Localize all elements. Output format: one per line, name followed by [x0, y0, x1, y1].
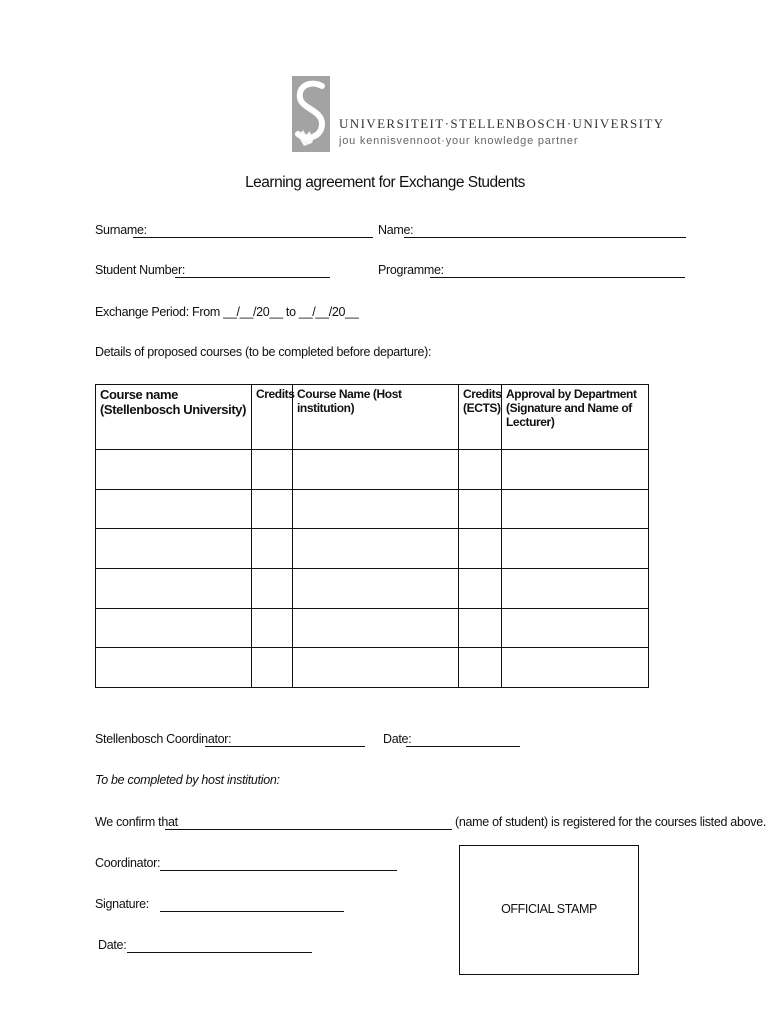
table-cell[interactable]: [293, 648, 459, 688]
host-date-label: Date:: [98, 938, 127, 952]
table-cell[interactable]: [252, 648, 293, 688]
table-row: [96, 568, 649, 608]
surname-field[interactable]: [133, 237, 373, 238]
courses-table: [95, 384, 649, 688]
table-cell[interactable]: [293, 529, 459, 569]
table-row: [96, 648, 649, 688]
table-cell[interactable]: [96, 608, 252, 648]
column-header-course-host: Course Name (Host institution): [293, 385, 459, 450]
host-institution-heading: To be completed by host institution:: [95, 773, 280, 787]
table-cell[interactable]: [252, 529, 293, 569]
exchange-period-field[interactable]: Exchange Period: From __/__/20__ to __/__/20__: [95, 305, 359, 319]
logo-s-emblem-icon: [292, 76, 330, 152]
stellenbosch-coordinator-label: Stellenbosch Coordinator:: [95, 732, 232, 746]
table-cell[interactable]: [293, 608, 459, 648]
name-field[interactable]: [404, 237, 686, 238]
host-coordinator-label: Coordinator:: [95, 856, 161, 870]
signature-label: Signature:: [95, 897, 149, 911]
name-label: Name:: [378, 223, 414, 237]
table-cell[interactable]: [96, 450, 252, 490]
table-row: [96, 489, 649, 529]
table-cell[interactable]: [96, 648, 252, 688]
table-cell[interactable]: [293, 568, 459, 608]
table-cell[interactable]: [252, 568, 293, 608]
table-row: [96, 529, 649, 569]
programme-label: Programme:: [378, 263, 444, 277]
table-cell[interactable]: [502, 568, 649, 608]
stellenbosch-coordinator-field[interactable]: [205, 746, 365, 747]
details-instruction: Details of proposed courses (to be completed before departure):: [95, 345, 432, 359]
university-name: UNIVERSITEIT·STELLENBOSCH·UNIVERSITY: [339, 116, 665, 131]
table-cell[interactable]: [459, 568, 502, 608]
table-cell[interactable]: [459, 450, 502, 490]
table-cell[interactable]: [502, 450, 649, 490]
official-stamp-box: [459, 845, 639, 975]
official-stamp-label: OFFICIAL STAMP: [501, 902, 597, 916]
student-name-field[interactable]: [165, 829, 452, 830]
table-cell[interactable]: [252, 450, 293, 490]
table-row: [96, 450, 649, 490]
table-cell[interactable]: [459, 648, 502, 688]
signature-field[interactable]: [160, 911, 344, 912]
table-cell[interactable]: [252, 608, 293, 648]
university-tagline: jou kennisvennoot·your knowledge partner: [339, 135, 579, 147]
column-header-approval: Approval by Department (Signature and Name of Lecturer): [502, 385, 649, 450]
table-cell[interactable]: [293, 489, 459, 529]
table-cell[interactable]: [459, 529, 502, 569]
surname-label: Surname:: [95, 223, 147, 237]
table-cell[interactable]: [293, 450, 459, 490]
confirm-prefix: We confirm that: [95, 815, 178, 829]
table-cell[interactable]: [502, 489, 649, 529]
student-number-field[interactable]: [175, 277, 330, 278]
column-header-credits: Credits: [252, 385, 293, 450]
programme-field[interactable]: [430, 277, 685, 278]
table-cell[interactable]: [252, 489, 293, 529]
host-coordinator-field[interactable]: [160, 870, 397, 871]
table-header-row: [96, 385, 649, 450]
column-header-course-stellenbosch: Course name (Stellenbosch University): [96, 385, 252, 450]
table-cell[interactable]: [502, 648, 649, 688]
table-cell[interactable]: [459, 608, 502, 648]
university-logo: [292, 76, 330, 152]
table-cell[interactable]: [502, 529, 649, 569]
host-date-field[interactable]: [127, 952, 312, 953]
table-row: [96, 608, 649, 648]
table-cell[interactable]: [96, 529, 252, 569]
student-number-label: Student Number:: [95, 263, 185, 277]
coordinator-date-field[interactable]: [406, 746, 520, 747]
table-cell[interactable]: [96, 489, 252, 529]
table-cell[interactable]: [96, 568, 252, 608]
table-cell[interactable]: [459, 489, 502, 529]
column-header-credits-ects: Credits (ECTS): [459, 385, 502, 450]
page-title: Learning agreement for Exchange Students: [245, 174, 525, 191]
confirm-suffix: (name of student) is registered for the courses listed above.: [455, 815, 767, 829]
coordinator-date-label: Date:: [383, 732, 412, 746]
table-cell[interactable]: [502, 608, 649, 648]
